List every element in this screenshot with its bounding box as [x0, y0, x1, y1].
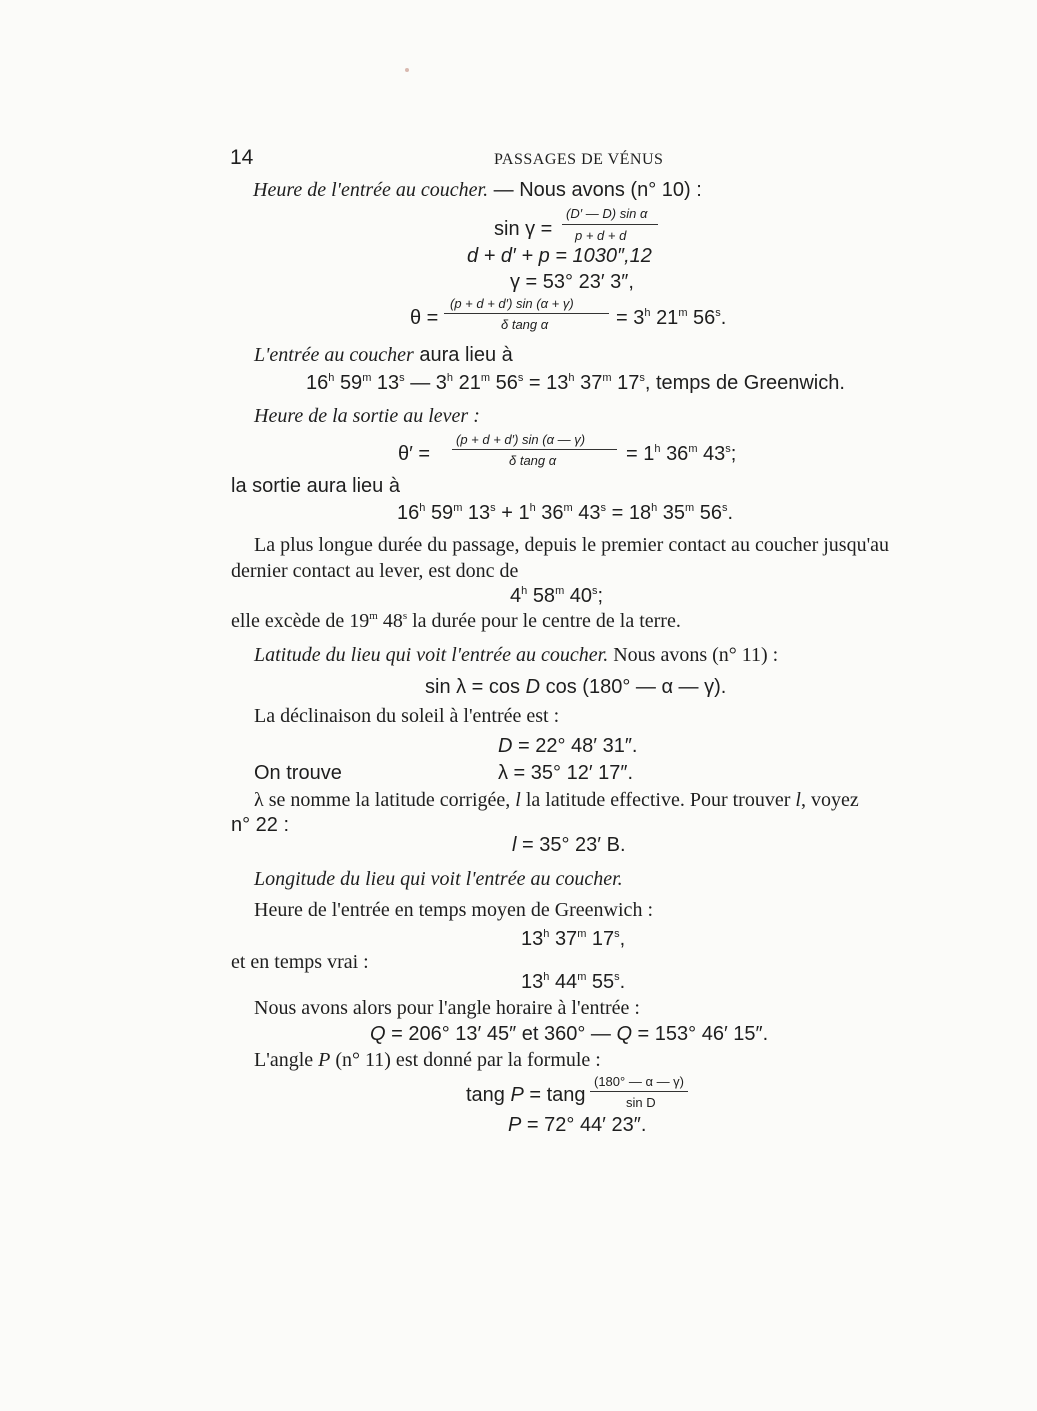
formula-theta-prime-lhs: θ′ = — [398, 443, 431, 465]
line-sortie: la sortie aura lieu à — [231, 475, 400, 497]
para-declinaison: La déclinaison du soleil à l'entrée est : — [254, 705, 560, 727]
formula-theta-prime-denominator: δ tang α — [509, 453, 557, 468]
formula-gamma: γ = 53° 23′ 3″, — [510, 271, 634, 293]
para-angle-horaire: Nous avons alors pour l'angle horaire à l'entrée : — [254, 997, 640, 1019]
para-angle-P: L'angle P (n° 11) est donné par la formule : — [254, 1049, 601, 1071]
para-lambda-ref: n° 22 : — [231, 814, 290, 836]
formula-tang-P-lhs: tang P = tang — [466, 1084, 586, 1106]
formula-sin-gamma-numerator: (D′ — D) sin α — [566, 206, 648, 221]
heading-longitude: Longitude du lieu qui voit l'entrée au coucher. — [254, 868, 623, 890]
formula-theta-denominator: δ tang α — [501, 317, 549, 332]
para-lambda: λ se nomme la latitude corrigée, l la latitude effective. Pour trouver l, voyez — [254, 789, 859, 811]
fraction-bar — [444, 313, 609, 314]
fraction-bar — [562, 224, 658, 225]
formula-sin-gamma-lhs: sin γ = — [494, 218, 553, 240]
formula-Q: Q = 206° 13′ 45″ et 360° — Q = 153° 46′ 15″. — [370, 1023, 769, 1045]
para-duree-line2: dernier contact au lever, est donc de — [231, 560, 519, 582]
heading-entree: Heure de l'entrée au coucher. — Nous avons (n° 10) : — [253, 179, 702, 201]
time-true: 13$^h$ 44$^m$ 55$^s$. — [521, 971, 626, 993]
running-title: PASSAGES DE VÉNUS — [494, 151, 664, 168]
heading-sortie: Heure de la sortie au lever : — [254, 405, 480, 427]
time-mean: 13$^h$ 37$^m$ 17$^s$, — [521, 928, 626, 950]
page-number: 14 — [230, 146, 254, 169]
para-duree-line1: La plus longue durée du passage, depuis le premier contact au coucher jusqu'au — [254, 534, 890, 556]
formula-sin-gamma-denominator: p + d + d — [575, 228, 627, 243]
line-temps-vrai: et en temps vrai : — [231, 951, 369, 973]
formula-theta-prime-numerator: (p + d + d′) sin (α — γ) — [456, 432, 586, 447]
formula-P: P = 72° 44′ 23″. — [508, 1114, 647, 1136]
para-heure-greenwich: Heure de l'entrée en temps moyen de Greenwich : — [254, 899, 653, 921]
formula-sum: d + d′ + p = 1030″,12 — [467, 245, 652, 267]
line-excede: elle excède de 19$^m$ 48$^s$ la durée pour le centre de la terre. — [231, 610, 681, 632]
fraction-bar — [452, 449, 617, 450]
fraction-bar — [590, 1091, 688, 1092]
formula-theta-result: = 3$^h$ 21$^m$ 56$^s$. — [616, 307, 727, 329]
line-entree: L'entrée au coucher aura lieu à — [254, 344, 513, 366]
calc-entree-greenwich: 16$^h$ 59$^m$ 13$^s$ — 3$^h$ 21$^m$ 56$^s$ = 13$^h$ 37$^m$ 17$^s$, temps de Greenwich. — [306, 372, 845, 394]
formula-theta-numerator: (p + d + d′) sin (α + γ) — [450, 296, 574, 311]
formula-sin-lambda: sin λ = cos D cos (180° — α — γ). — [425, 676, 727, 698]
duree-value: 4$^h$ 58$^m$ 40$^s$; — [510, 585, 604, 607]
formula-tang-P-numerator: (180° — α — γ) — [594, 1074, 685, 1089]
formula-declination: D = 22° 48′ 31″. — [498, 735, 638, 757]
formula-theta-lhs: θ = — [410, 307, 439, 329]
formula-lambda: λ = 35° 12′ 17″. — [498, 762, 634, 784]
heading-latitude: Latitude du lieu qui voit l'entrée au coucher. Nous avons (n° 11) : — [254, 644, 779, 666]
formula-l: l = 35° 23′ B. — [512, 834, 626, 856]
formula-theta-prime-result: = 1$^h$ 36$^m$ 43$^s$; — [626, 443, 737, 465]
line-on-trouve: On trouve — [254, 762, 342, 784]
ink-spot — [405, 68, 409, 72]
calc-sortie: 16$^h$ 59$^m$ 13$^s$ + 1$^h$ 36$^m$ 43$^s$ = 18$^h$ 35$^m$ 56$^s$. — [397, 502, 734, 524]
formula-tang-P-denominator: sin D — [626, 1095, 656, 1110]
